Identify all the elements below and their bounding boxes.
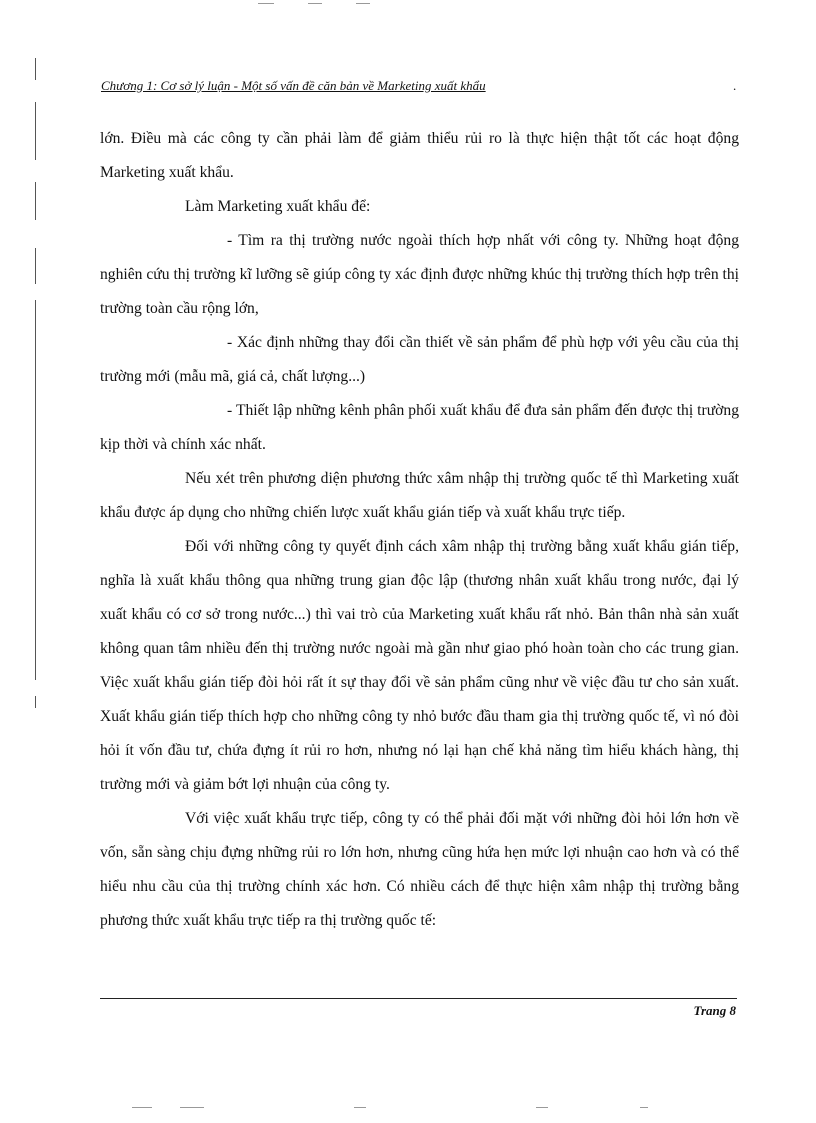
scan-margin-mark [35, 102, 36, 160]
scan-margin-mark [35, 696, 36, 708]
scan-dash [180, 1107, 204, 1108]
scan-margin-mark [35, 248, 36, 284]
paragraph: Làm Marketing xuất khẩu để: [185, 198, 371, 215]
scan-dash [354, 1107, 366, 1108]
scan-dash [640, 1107, 648, 1108]
scan-dash [308, 3, 322, 4]
scan-dash [258, 3, 274, 4]
bullet-paragraph: - Xác định những thay đổi cần thiết về sản phẩm để phù hợp với yêu cầu của thị trường mới (mẫu mã, giá cả, chất lượng...) [100, 334, 739, 385]
paragraph: Nếu xét trên phương diện phương thức xâm nhập thị trường quốc tế thì Marketing xuất khẩu được áp dụng cho những chiến lược xuất khẩu gián tiếp và xuất khẩu trực tiếp. [100, 470, 739, 521]
scan-margin-mark [35, 300, 36, 680]
scan-margin-mark [35, 58, 36, 80]
paragraph: Đối với những công ty quyết định cách xâm nhập thị trường bằng xuất khẩu gián tiếp, nghĩa là xuất khẩu thông qua những trung gian độc lập (thương nhân xuất khẩu trong nước, đại lý xuất khẩu có cơ sở trong nước...) thì vai trò của Marketing xuất khẩu rất nhỏ. Bản thân nhà sản xuất không quan tâm nhiều đến thị trường nước ngoài mà gần như giao phó hoàn toàn cho các trung gian. Việc xuất khẩu gián tiếp đòi hỏi rất ít sự thay đổi về sản phẩm cũng như về việc đầu tư cho sản xuất. Xuất khẩu gián tiếp thích hợp cho những công ty nhỏ bước đầu tham gia thị trường quốc tế, vì nó đòi hỏi ít vốn đầu tư, chứa đựng ít rủi ro hơn, nhưng nó lại hạn chế khả năng tìm hiểu khách hàng, thị trường mới và giảm bớt lợi nhuận của công ty. [100, 538, 739, 793]
scan-margin-mark [35, 182, 36, 220]
chapter-header: Chương 1: Cơ sở lý luận - Một số vấn đề căn bản về Marketing xuất khẩu [101, 78, 486, 93]
page-number: Trang 8 [693, 1003, 736, 1018]
paragraph: lớn. Điều mà các công ty cần phải làm để giảm thiểu rủi ro là thực hiện thật tốt các hoạt động Marketing xuất khẩu. [100, 130, 739, 181]
bullet-paragraph: - Tìm ra thị trường nước ngoài thích hợp nhất với công ty. Những hoạt động nghiên cứu thị trường kĩ lưỡng sẽ giúp công ty xác định được những khúc thị trường thích hợp trên thị trường toàn cầu rộng lớn, [100, 232, 739, 317]
header-trailing-mark: . [733, 78, 737, 93]
scan-dash [132, 1107, 152, 1108]
body-text [100, 122, 739, 938]
scan-dash [356, 3, 370, 4]
paragraph: Với việc xuất khẩu trực tiếp, công ty có thể phải đối mặt với những đòi hỏi lớn hơn về vốn, sẵn sàng chịu đựng những rủi ro lớn hơn, nhưng cũng hứa hẹn mức lợi nhuận cao hơn và có thể hiểu nhu cầu của thị trường chính xác hơn. Có nhiều cách để thực hiện xâm nhập thị trường bằng phương thức xuất khẩu trực tiếp ra thị trường quốc tế: [100, 810, 739, 929]
scan-dash [536, 1107, 548, 1108]
bullet-paragraph: - Thiết lập những kênh phân phối xuất khẩu để đưa sản phẩm đến được thị trường kịp thời và chính xác nhất. [100, 402, 739, 453]
footer-divider [100, 998, 737, 999]
